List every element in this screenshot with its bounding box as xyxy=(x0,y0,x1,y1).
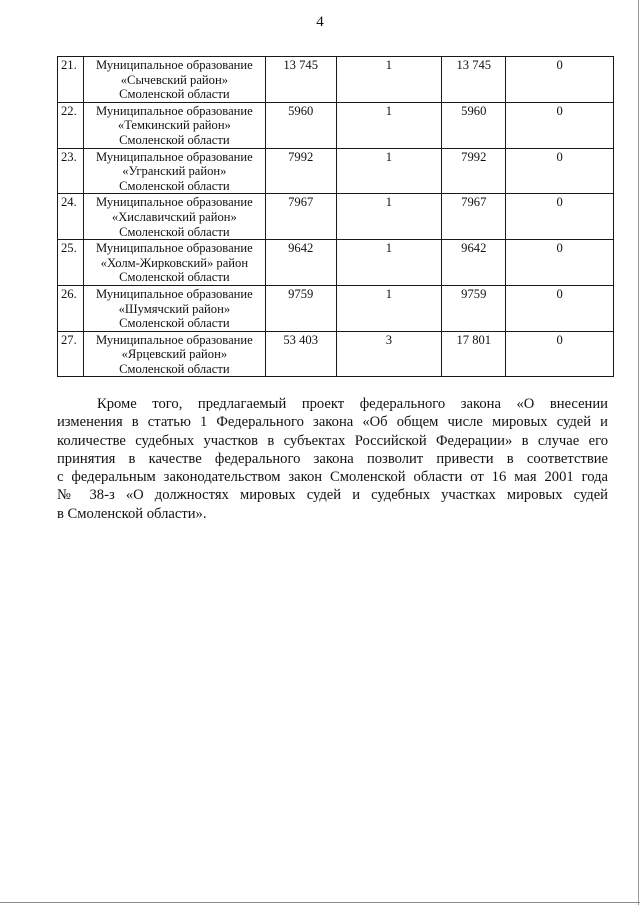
paragraph-line: № 38-з «О должностях мировых судей и судебных участках мировых судей xyxy=(57,487,608,504)
population-cell: 13 745 xyxy=(265,57,336,103)
name-line: Муниципальное образование xyxy=(95,149,253,164)
deviation-cell: 0 xyxy=(506,285,614,331)
name-line: Муниципальное образование xyxy=(95,103,253,118)
average-load-cell: 5960 xyxy=(442,102,506,148)
municipality-name xyxy=(83,240,265,286)
name-line: «Угранский район» xyxy=(122,164,227,179)
table-row xyxy=(58,57,614,103)
name-line: «Холм-Жирковский» район xyxy=(100,255,249,270)
average-load-cell: 7992 xyxy=(442,148,506,194)
table-row xyxy=(58,102,614,148)
row-number: 27. xyxy=(58,331,84,377)
row-number: 25. xyxy=(58,240,84,286)
average-load-cell: 13 745 xyxy=(442,57,506,103)
deviation-cell: 0 xyxy=(506,148,614,194)
paragraph-line: Кроме того, предлагаемый проект федерального закона «О внесении xyxy=(97,396,608,412)
deviation-cell: 0 xyxy=(506,331,614,377)
population-cell: 5960 xyxy=(265,102,336,148)
name-line: Смоленской области xyxy=(119,132,230,147)
table-row xyxy=(58,148,614,194)
table-row xyxy=(58,285,614,331)
average-load-cell: 9642 xyxy=(442,240,506,286)
row-number: 24. xyxy=(58,194,84,240)
population-cell: 53 403 xyxy=(265,331,336,377)
row-number: 22. xyxy=(58,102,84,148)
name-line: «Сычевский район» xyxy=(120,72,228,87)
name-line: «Шумячский район» xyxy=(118,301,231,316)
name-line: Смоленской области xyxy=(119,361,230,376)
scan-right-edge xyxy=(638,0,639,905)
body-paragraph xyxy=(57,395,608,523)
name-line: Смоленской области xyxy=(119,178,230,193)
municipality-name xyxy=(83,331,265,377)
paragraph-line: принятия в качестве федерального закона позволит привести в соответствие xyxy=(57,450,608,467)
population-cell: 7967 xyxy=(265,194,336,240)
deviation-cell: 0 xyxy=(506,57,614,103)
name-line: Смоленской области xyxy=(119,87,230,102)
district-count-cell: 3 xyxy=(336,331,442,377)
district-count-cell: 1 xyxy=(336,57,442,103)
name-line: Смоленской области xyxy=(119,224,230,239)
row-number: 23. xyxy=(58,148,84,194)
row-number: 26. xyxy=(58,285,84,331)
name-line: Муниципальное образование xyxy=(95,286,253,301)
name-line: Муниципальное образование xyxy=(95,332,253,347)
name-line: Муниципальное образование xyxy=(95,58,253,72)
deviation-cell: 0 xyxy=(506,194,614,240)
average-load-cell: 7967 xyxy=(442,194,506,240)
average-load-cell: 9759 xyxy=(442,285,506,331)
population-cell: 7992 xyxy=(265,148,336,194)
name-line: Муниципальное образование xyxy=(95,241,253,256)
district-count-cell: 1 xyxy=(336,240,442,286)
paragraph-line: в Смоленской области». xyxy=(57,505,207,522)
paragraph-line: изменения в статью 1 Федерального закона «Об общем числе мировых судей и xyxy=(57,414,608,431)
page-number: 4 xyxy=(316,14,324,30)
table-row xyxy=(58,240,614,286)
table-body xyxy=(58,57,614,377)
scan-bottom-edge xyxy=(0,902,640,903)
district-count-cell: 1 xyxy=(336,194,442,240)
municipality-name xyxy=(83,102,265,148)
municipality-name xyxy=(83,285,265,331)
name-line: «Хиславичский район» xyxy=(111,209,237,224)
municipality-name xyxy=(83,148,265,194)
district-count-cell: 1 xyxy=(336,102,442,148)
population-cell: 9642 xyxy=(265,240,336,286)
table-row xyxy=(58,331,614,377)
municipality-name xyxy=(83,57,265,103)
deviation-cell: 0 xyxy=(506,240,614,286)
name-line: «Ярцевский район» xyxy=(121,347,228,362)
judicial-districts-table xyxy=(57,56,614,377)
district-count-cell: 1 xyxy=(336,148,442,194)
paragraph-line: количестве судебных участков в субъектах Российской Федерации» в случае его xyxy=(57,432,608,449)
name-line: Смоленской области xyxy=(119,316,230,331)
deviation-cell: 0 xyxy=(506,102,614,148)
district-count-cell: 1 xyxy=(336,285,442,331)
municipality-name xyxy=(83,194,265,240)
average-load-cell: 17 801 xyxy=(442,331,506,377)
name-line: Муниципальное образование xyxy=(95,195,253,210)
row-number: 21. xyxy=(58,57,84,103)
table-row xyxy=(58,194,614,240)
name-line: Смоленской области xyxy=(119,270,230,285)
population-cell: 9759 xyxy=(265,285,336,331)
paragraph-line: с федеральным законодательством закон Смоленской области от 16 мая 2001 года xyxy=(57,469,608,486)
name-line: «Темкинский район» xyxy=(117,118,231,133)
